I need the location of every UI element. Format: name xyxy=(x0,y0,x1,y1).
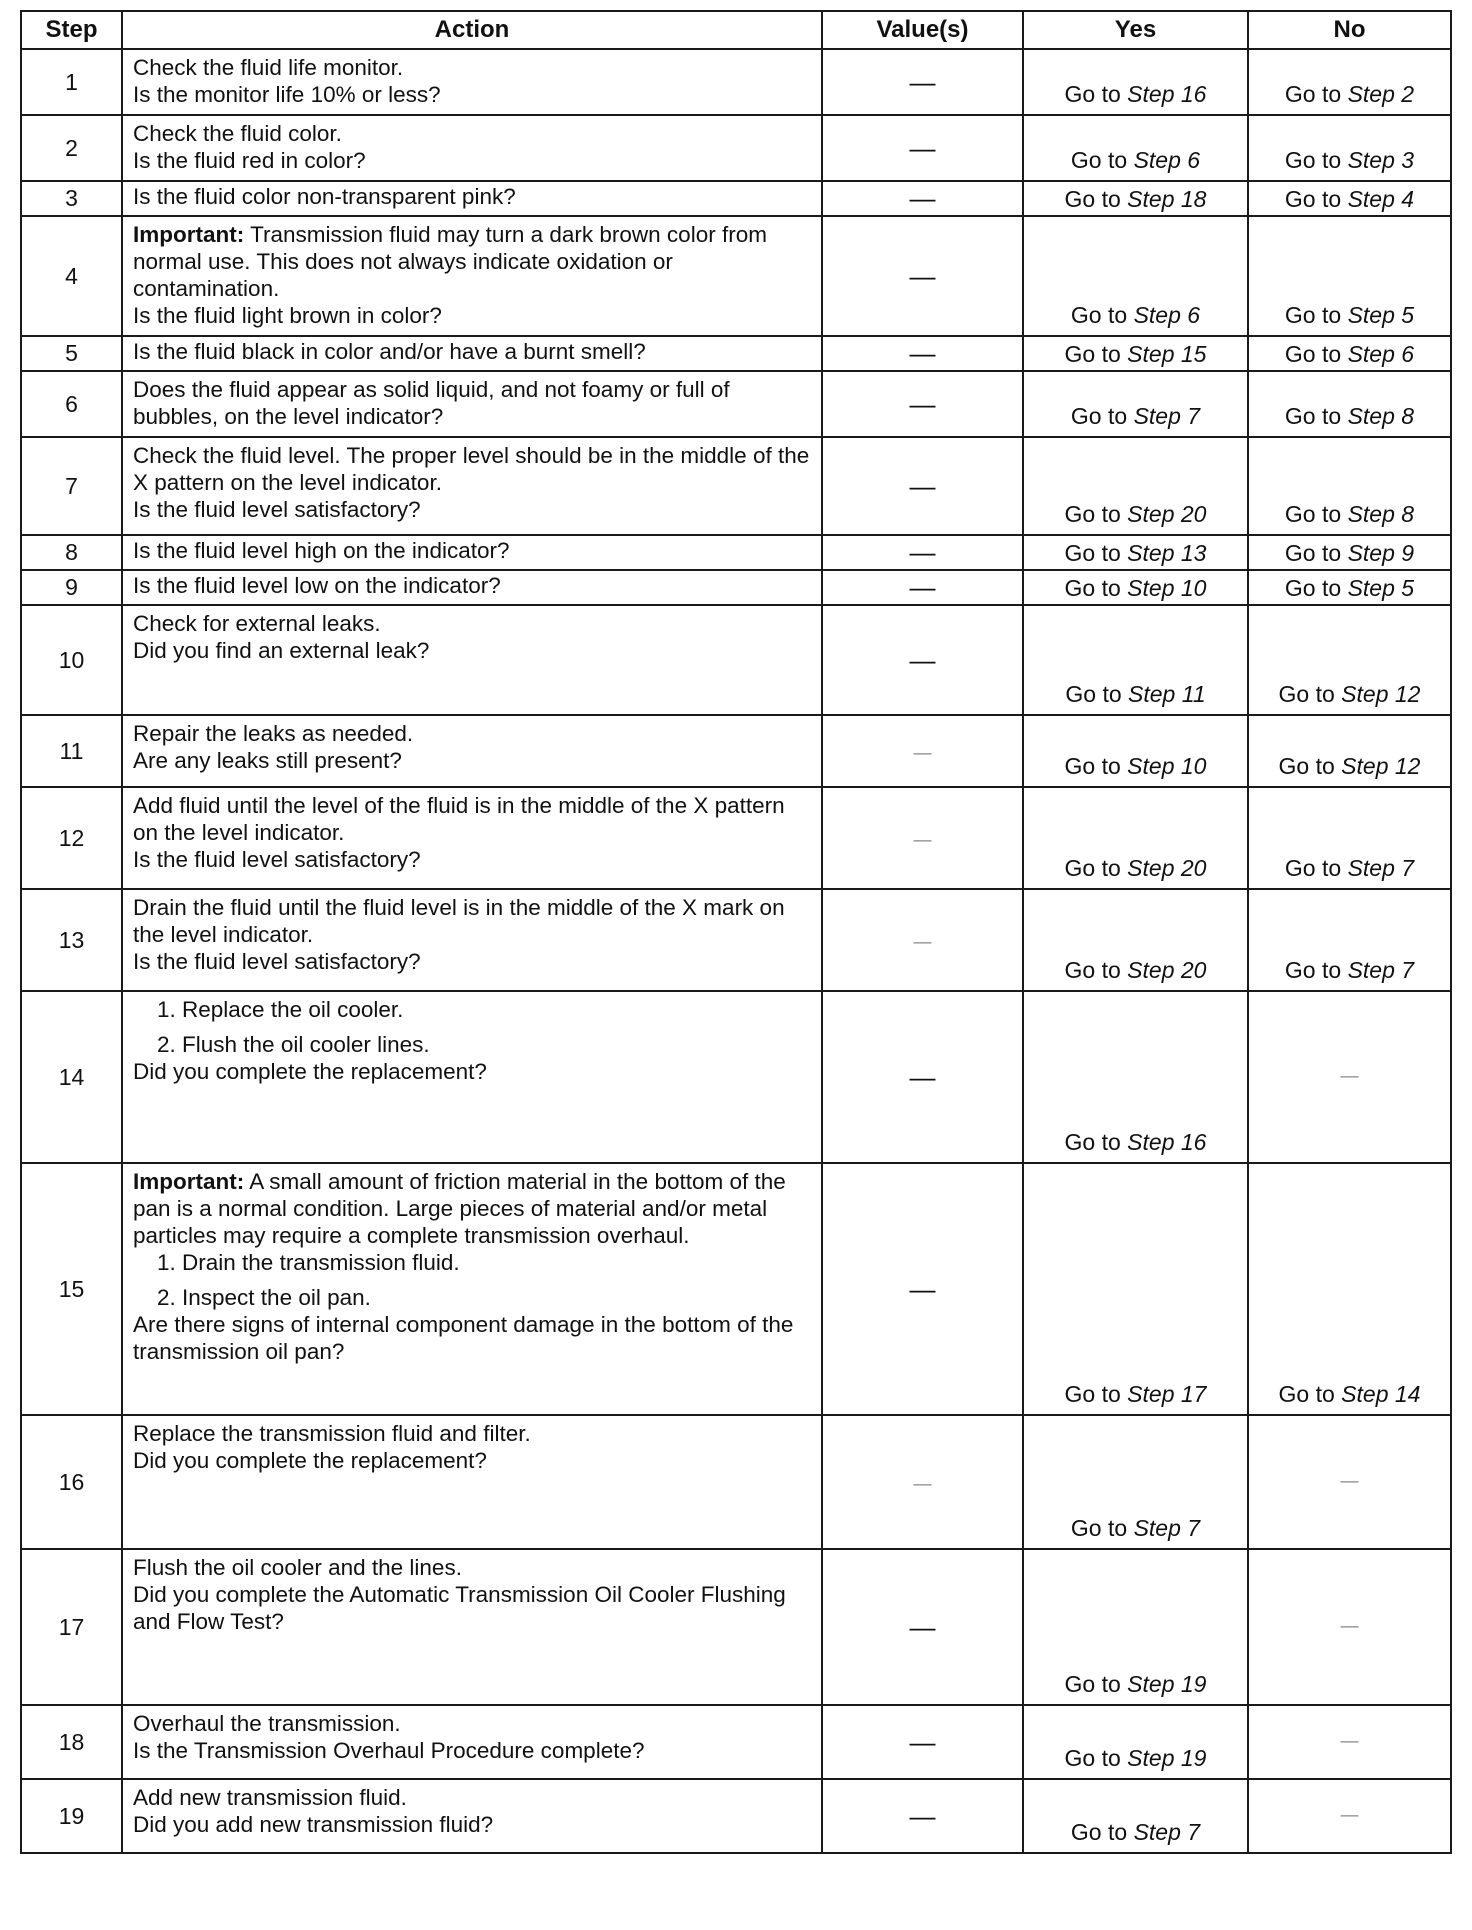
goto-step: Step 7 xyxy=(1133,403,1201,429)
goto-label: Go to xyxy=(1284,81,1342,107)
header-row xyxy=(21,11,1451,49)
value-dash: — xyxy=(913,829,932,850)
goto-step: Step 5 xyxy=(1347,575,1415,601)
goto-label: Go to xyxy=(1064,81,1121,107)
value-cell xyxy=(822,1415,1023,1549)
goto-label: Go to xyxy=(1064,341,1121,367)
action-text: Check for external leaks. xyxy=(133,611,381,636)
goto-step: Step 13 xyxy=(1127,540,1207,566)
goto-step: Step 10 xyxy=(1127,753,1207,779)
step-number: 1 xyxy=(21,49,122,115)
action-text: Repair the leaks as needed. xyxy=(133,721,414,746)
yes-cell xyxy=(1023,336,1248,371)
action-question: Did you complete the replacement? xyxy=(133,1059,487,1084)
no-cell xyxy=(1248,605,1451,715)
yes-cell xyxy=(1023,1415,1248,1549)
goto-step: Step 6 xyxy=(1347,341,1415,367)
value-cell: — xyxy=(822,570,1023,605)
yes-cell xyxy=(1023,1163,1248,1415)
action-cell xyxy=(122,371,822,437)
action-cell xyxy=(122,216,822,336)
goto-label: Go to xyxy=(1278,753,1335,779)
yes-cell xyxy=(1023,1779,1248,1853)
step-number: 2 xyxy=(21,115,122,181)
goto-step: Step 3 xyxy=(1347,147,1415,173)
yes-cell xyxy=(1023,49,1248,115)
step-number: 19 xyxy=(21,1779,122,1853)
action-cell xyxy=(122,1549,822,1705)
action-question: Is the Transmission Overhaul Procedure complete? xyxy=(133,1738,645,1763)
yes-cell xyxy=(1023,787,1248,889)
important-text: Transmission fluid may turn a dark brown color from normal use. This does not always indicate oxidation or contamination. xyxy=(133,222,767,301)
value-cell: — xyxy=(822,181,1023,216)
goto-step: Step 17 xyxy=(1127,1381,1207,1407)
yes-cell xyxy=(1023,991,1248,1163)
action-question: Is the fluid red in color? xyxy=(133,148,366,173)
goto-step: Step 18 xyxy=(1127,186,1207,212)
step-number: 9 xyxy=(21,570,122,605)
action-question: Is the fluid black in color and/or have a burnt smell? xyxy=(133,339,646,364)
action-cell xyxy=(122,991,822,1163)
goto-label: Go to xyxy=(1284,501,1342,527)
action-text: Overhaul the transmission. xyxy=(133,1711,401,1736)
goto-label: Go to xyxy=(1284,403,1342,429)
goto-label: Go to xyxy=(1064,753,1121,779)
action-cell xyxy=(122,535,822,570)
no-cell xyxy=(1248,535,1451,570)
yes-cell xyxy=(1023,1705,1248,1779)
action-text: Add new transmission fluid. xyxy=(133,1785,407,1810)
no-cell xyxy=(1248,115,1451,181)
yes-cell xyxy=(1023,889,1248,991)
action-cell xyxy=(122,115,822,181)
step-number: 5 xyxy=(21,336,122,371)
no-cell xyxy=(1248,1705,1451,1779)
table-row xyxy=(21,570,1451,605)
no-cell xyxy=(1248,49,1451,115)
no-cell xyxy=(1248,1163,1451,1415)
action-question: Is the fluid color non-transparent pink? xyxy=(133,184,516,209)
step-number: 11 xyxy=(21,715,122,787)
goto-label: Go to xyxy=(1064,540,1121,566)
action-cell xyxy=(122,1163,822,1415)
goto-step: Step 7 xyxy=(1347,855,1415,881)
action-text: Replace the transmission fluid and filter. xyxy=(133,1421,531,1446)
table-row xyxy=(21,371,1451,437)
value-dash: — xyxy=(913,1473,932,1494)
value-cell: — xyxy=(822,991,1023,1163)
goto-label: Go to xyxy=(1284,957,1342,983)
table-row xyxy=(21,889,1451,991)
goto-step: Step 20 xyxy=(1127,855,1207,881)
step-number: 12 xyxy=(21,787,122,889)
header-no: No xyxy=(1248,11,1451,49)
goto-label: Go to xyxy=(1064,186,1121,212)
header-action: Action xyxy=(122,11,822,49)
diagnostic-table xyxy=(20,10,1452,1854)
goto-step: Step 8 xyxy=(1347,403,1415,429)
table-row xyxy=(21,715,1451,787)
yes-cell xyxy=(1023,216,1248,336)
goto-step: Step 20 xyxy=(1127,501,1207,527)
goto-step: Step 12 xyxy=(1341,753,1421,779)
value-cell: — xyxy=(822,216,1023,336)
goto-step: Step 20 xyxy=(1127,957,1207,983)
goto-step: Step 4 xyxy=(1347,186,1415,212)
goto-label: Go to xyxy=(1278,1381,1335,1407)
step-number: 3 xyxy=(21,181,122,216)
yes-cell xyxy=(1023,605,1248,715)
action-text: Check the fluid level. The proper level should be in the middle of the X pattern on the level indicator. xyxy=(133,443,810,495)
goto-step: Step 10 xyxy=(1127,575,1207,601)
goto-step: Step 14 xyxy=(1341,1381,1421,1407)
action-cell xyxy=(122,49,822,115)
no-cell xyxy=(1248,371,1451,437)
goto-label: Go to xyxy=(1065,681,1122,707)
value-cell xyxy=(822,889,1023,991)
goto-label: Go to xyxy=(1284,575,1342,601)
value-cell: — xyxy=(822,1779,1023,1853)
goto-step: Step 6 xyxy=(1133,302,1201,328)
goto-label: Go to xyxy=(1284,540,1342,566)
table-row xyxy=(21,1163,1451,1415)
no-cell xyxy=(1248,216,1451,336)
goto-label: Go to xyxy=(1278,681,1335,707)
value-cell: — xyxy=(822,115,1023,181)
action-text: Flush the oil cooler and the lines. xyxy=(133,1555,462,1580)
goto-label: Go to xyxy=(1284,147,1342,173)
no-cell xyxy=(1248,570,1451,605)
value-cell: — xyxy=(822,336,1023,371)
list-item: 2. Flush the oil cooler lines. xyxy=(157,1032,430,1057)
yes-cell xyxy=(1023,715,1248,787)
no-dash: — xyxy=(1340,1804,1359,1825)
table-row xyxy=(21,1415,1451,1549)
goto-step: Step 19 xyxy=(1127,1745,1207,1771)
no-dash: — xyxy=(1340,1470,1359,1491)
table-row xyxy=(21,437,1451,535)
value-cell: — xyxy=(822,605,1023,715)
step-number: 14 xyxy=(21,991,122,1163)
step-number: 17 xyxy=(21,1549,122,1705)
no-cell xyxy=(1248,336,1451,371)
goto-label: Go to xyxy=(1284,341,1342,367)
table-row xyxy=(21,1705,1451,1779)
value-cell: — xyxy=(822,49,1023,115)
action-question: Is the fluid light brown in color? xyxy=(133,303,442,328)
value-dash: — xyxy=(913,742,932,763)
important-note xyxy=(133,1168,811,1249)
goto-label: Go to xyxy=(1070,1515,1128,1541)
action-cell xyxy=(122,336,822,371)
numbered-list xyxy=(133,1249,811,1311)
step-number: 13 xyxy=(21,889,122,991)
value-cell: — xyxy=(822,1705,1023,1779)
action-cell xyxy=(122,787,822,889)
action-question: Is the fluid level satisfactory? xyxy=(133,847,421,872)
goto-label: Go to xyxy=(1064,501,1121,527)
value-dash: — xyxy=(913,931,932,952)
action-text: Drain the fluid until the fluid level is in the middle of the X mark on the level indicator. xyxy=(133,895,785,947)
value-cell: — xyxy=(822,1549,1023,1705)
important-text: A small amount of friction material in the bottom of the pan is a normal condition. Large pieces of material and/or metal particles may require a complete transmission overhaul. xyxy=(133,1169,786,1248)
value-cell xyxy=(822,787,1023,889)
goto-step: Step 11 xyxy=(1128,681,1206,707)
table-row xyxy=(21,181,1451,216)
no-cell xyxy=(1248,889,1451,991)
action-question: Is the fluid level high on the indicator? xyxy=(133,538,510,563)
goto-step: Step 15 xyxy=(1127,341,1207,367)
step-number: 7 xyxy=(21,437,122,535)
step-number: 8 xyxy=(21,535,122,570)
table-row xyxy=(21,787,1451,889)
no-cell xyxy=(1248,1415,1451,1549)
action-text: Check the fluid life monitor. xyxy=(133,55,404,80)
action-cell xyxy=(122,1705,822,1779)
goto-step: Step 16 xyxy=(1127,1129,1207,1155)
table-row xyxy=(21,1779,1451,1853)
list-item: 1. Replace the oil cooler. xyxy=(157,997,404,1022)
action-question: Are any leaks still present? xyxy=(133,748,402,773)
goto-step: Step 7 xyxy=(1133,1819,1201,1845)
action-question: Are there signs of internal component damage in the bottom of the transmission oil pan? xyxy=(133,1312,794,1364)
step-number: 15 xyxy=(21,1163,122,1415)
table-row xyxy=(21,535,1451,570)
table-row xyxy=(21,991,1451,1163)
action-question: Did you add new transmission fluid? xyxy=(133,1812,494,1837)
goto-label: Go to xyxy=(1284,186,1342,212)
action-question: Does the fluid appear as solid liquid, and not foamy or full of bubbles, on the level indicator? xyxy=(133,377,730,429)
goto-label: Go to xyxy=(1064,1745,1121,1771)
goto-label: Go to xyxy=(1064,1381,1121,1407)
list-item: 2. Inspect the oil pan. xyxy=(157,1285,371,1310)
no-cell xyxy=(1248,991,1451,1163)
no-cell xyxy=(1248,181,1451,216)
no-cell xyxy=(1248,1779,1451,1853)
table-row xyxy=(21,216,1451,336)
goto-label: Go to xyxy=(1284,855,1342,881)
step-number: 16 xyxy=(21,1415,122,1549)
action-question: Is the fluid level satisfactory? xyxy=(133,949,421,974)
goto-step: Step 12 xyxy=(1341,681,1421,707)
action-question: Is the fluid level satisfactory? xyxy=(133,497,421,522)
goto-label: Go to xyxy=(1070,403,1128,429)
no-dash: — xyxy=(1340,1065,1359,1086)
yes-cell xyxy=(1023,371,1248,437)
table-row xyxy=(21,1549,1451,1705)
goto-step: Step 19 xyxy=(1127,1671,1207,1697)
yes-cell xyxy=(1023,570,1248,605)
important-label: Important: xyxy=(133,222,245,247)
goto-label: Go to xyxy=(1064,575,1121,601)
action-cell xyxy=(122,715,822,787)
action-question: Did you complete the replacement? xyxy=(133,1448,487,1473)
value-cell: — xyxy=(822,535,1023,570)
table-row xyxy=(21,115,1451,181)
yes-cell xyxy=(1023,535,1248,570)
no-cell xyxy=(1248,715,1451,787)
value-cell: — xyxy=(822,1163,1023,1415)
no-dash: — xyxy=(1340,1615,1359,1636)
numbered-list xyxy=(133,996,811,1058)
yes-cell xyxy=(1023,181,1248,216)
goto-label: Go to xyxy=(1070,147,1128,173)
table-row xyxy=(21,336,1451,371)
list-item: 1. Drain the transmission fluid. xyxy=(157,1250,460,1275)
header-values: Value(s) xyxy=(822,11,1023,49)
table-row xyxy=(21,605,1451,715)
goto-step: Step 16 xyxy=(1127,81,1207,107)
goto-label: Go to xyxy=(1070,1819,1128,1845)
no-cell xyxy=(1248,1549,1451,1705)
action-cell xyxy=(122,889,822,991)
step-number: 18 xyxy=(21,1705,122,1779)
yes-cell xyxy=(1023,1549,1248,1705)
important-note xyxy=(133,221,811,302)
no-dash: — xyxy=(1340,1730,1359,1751)
action-cell xyxy=(122,605,822,715)
action-question: Is the fluid level low on the indicator? xyxy=(133,573,501,598)
step-number: 10 xyxy=(21,605,122,715)
value-cell: — xyxy=(822,437,1023,535)
goto-label: Go to xyxy=(1070,302,1128,328)
no-cell xyxy=(1248,437,1451,535)
action-cell xyxy=(122,1779,822,1853)
header-yes: Yes xyxy=(1023,11,1248,49)
step-number: 4 xyxy=(21,216,122,336)
goto-step: Step 6 xyxy=(1133,147,1201,173)
goto-step: Step 8 xyxy=(1347,501,1415,527)
action-cell xyxy=(122,437,822,535)
value-cell: — xyxy=(822,371,1023,437)
yes-cell xyxy=(1023,437,1248,535)
goto-step: Step 7 xyxy=(1347,957,1415,983)
action-cell xyxy=(122,570,822,605)
action-text: Add fluid until the level of the fluid is in the middle of the X pattern on the level indicator. xyxy=(133,793,785,845)
table-row xyxy=(21,49,1451,115)
action-text: Check the fluid color. xyxy=(133,121,342,146)
goto-step: Step 5 xyxy=(1347,302,1415,328)
step-number: 6 xyxy=(21,371,122,437)
action-question: Did you complete the Automatic Transmission Oil Cooler Flushing and Flow Test? xyxy=(133,1582,786,1634)
value-cell xyxy=(822,715,1023,787)
goto-label: Go to xyxy=(1064,1671,1121,1697)
goto-label: Go to xyxy=(1064,957,1121,983)
action-question: Did you find an external leak? xyxy=(133,638,430,663)
action-question: Is the monitor life 10% or less? xyxy=(133,82,441,107)
goto-label: Go to xyxy=(1064,855,1121,881)
action-cell xyxy=(122,1415,822,1549)
goto-step: Step 2 xyxy=(1347,81,1415,107)
no-cell xyxy=(1248,787,1451,889)
yes-cell xyxy=(1023,115,1248,181)
action-cell xyxy=(122,181,822,216)
important-label: Important: xyxy=(133,1169,245,1194)
goto-step: Step 7 xyxy=(1133,1515,1201,1541)
header-step: Step xyxy=(21,11,122,49)
goto-label: Go to xyxy=(1064,1129,1121,1155)
goto-step: Step 9 xyxy=(1347,540,1415,566)
goto-label: Go to xyxy=(1284,302,1342,328)
